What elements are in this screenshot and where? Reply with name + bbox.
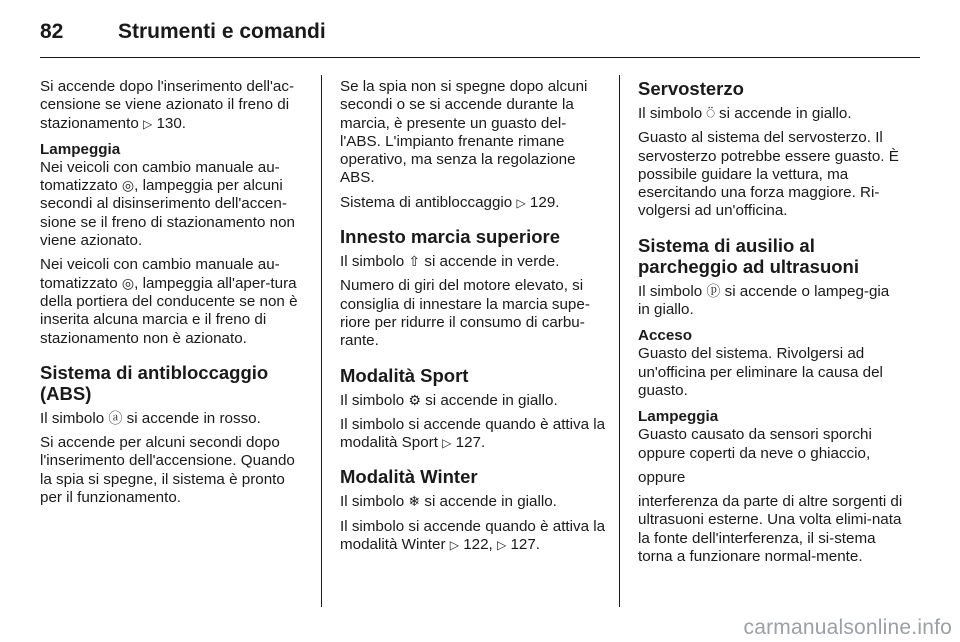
paragraph: oppure [638,468,686,486]
paragraph: Il simbolo ⚙ si accende in giallo. [340,391,558,409]
heading-servo: Servosterzo [638,78,744,99]
paragraph: Si accende per alcuni secondi dopo l'inserimento dell'accensione. Quando la spia si spegne, il sistema è pronto per il funzionamento. [40,434,295,507]
paragraph: Il simbolo ⓐ si accende in rosso. [40,409,261,427]
paragraph: Il simbolo si accende quando è attiva la modalità Winter ▷ 122, ▷ 127. [340,517,606,554]
paragraph: interferenza da parte di altre sorgenti di ultrasuoni esterne. Una volta elimi-nata la fonte dell'interferenza, il si-stema torna a funzionare normal-mente. [638,493,903,566]
xref-arrow-icon[interactable]: ▷ [143,116,153,131]
subheading-lampeggia: Lampeggia [638,408,719,426]
heading-park-assist: Sistema di ausilio al parcheggio ad ultrasuoni [638,234,859,277]
steering-icon: ⍥ [706,105,715,121]
paragraph: Il simbolo ⍥ si accende in giallo. [638,105,852,122]
xref-arrow-icon[interactable]: ▷ [516,195,526,210]
abs-icon: ⓐ [108,409,123,426]
park-assist-icon: ⓟ [706,282,721,299]
page-title: Strumenti e comandi [118,20,326,43]
heading-sport: Modalità Sport [340,364,469,386]
heading-winter: Modalità Winter [340,466,478,488]
subheading-lampeggia: Lampeggia [40,140,121,158]
sport-mode-icon: ⚙ [408,391,421,408]
page-number: 82 [40,20,64,43]
column-right [638,78,904,572]
paragraph: Il simbolo si accende quando è attiva la modalità Sport ▷ 127. [340,415,606,452]
subheading-acceso: Acceso [638,327,693,345]
upshift-icon: ⇧ [408,253,421,270]
winter-mode-icon: ❄ [408,493,421,510]
xref-arrow-icon[interactable]: ▷ [449,538,459,553]
paragraph: Guasto al sistema del servosterzo. Il servosterzo potrebbe essere guasto. È possibile guidare la vettura, ma esercitando una forza maggiore. Ri-volgersi ad un'officina. [638,129,899,220]
parking-brake-icon: ◎ [121,274,135,291]
paragraph: Nei veicoli con cambio manuale au-tomatizzato ◎, lampeggia all'aper-tura della portiera del conducente se non è inserita alcuna marcia e il freno di stazionamento non è azionato. [40,256,298,347]
header-rule [40,57,920,58]
heading-abs: Sistema di antibloccaggio (ABS) [40,361,269,404]
paragraph: Guasto causato da sensori sporchi oppure coperti da neve o ghiaccio, [638,426,872,462]
page-header [40,14,326,50]
xref-arrow-icon[interactable]: ▷ [496,538,507,553]
parking-brake-icon: ◎ [121,177,135,194]
column-divider [619,75,620,607]
paragraph: Guasto del sistema. Rivolgersi ad un'officina per eliminare la causa del guasto. [638,345,883,399]
paragraph: Se la spia non si spegne dopo alcuni secondi o se si accende durante la marcia, è presente un guasto del-l'ABS. L'impianto frenante rimane operativo, ma senza la regolazione ABS. [340,78,588,187]
paragraph: Il simbolo ⓟ si accende o lampeg-gia in giallo. [638,282,890,319]
paragraph: Si accende dopo l'inserimento dell'ac-censione se viene azionato il freno di stazionamento ▷ 130. [40,78,295,132]
column-divider [321,75,322,607]
column-left [40,78,308,513]
paragraph: Il simbolo ❄ si accende in giallo. [340,493,557,511]
watermark: carmanualsonline.info [743,616,952,639]
column-middle [340,78,606,560]
paragraph: Sistema di antibloccaggio ▷ 129. [340,193,560,211]
paragraph: Nei veicoli con cambio manuale au-tomatizzato ◎, lampeggia per alcuni secondi al disinserimento dell'accen-sione se il freno di stazionamento non viene azionato. [40,158,295,250]
paragraph: Il simbolo ⇧ si accende in verde. [340,253,560,271]
heading-upshift: Innesto marcia superiore [340,226,561,248]
xref-arrow-icon[interactable]: ▷ [442,436,452,451]
paragraph: Numero di giri del motore elevato, si consiglia di innestare la marcia supe-riore per ridurre il consumo di carbu-rante. [340,277,590,350]
